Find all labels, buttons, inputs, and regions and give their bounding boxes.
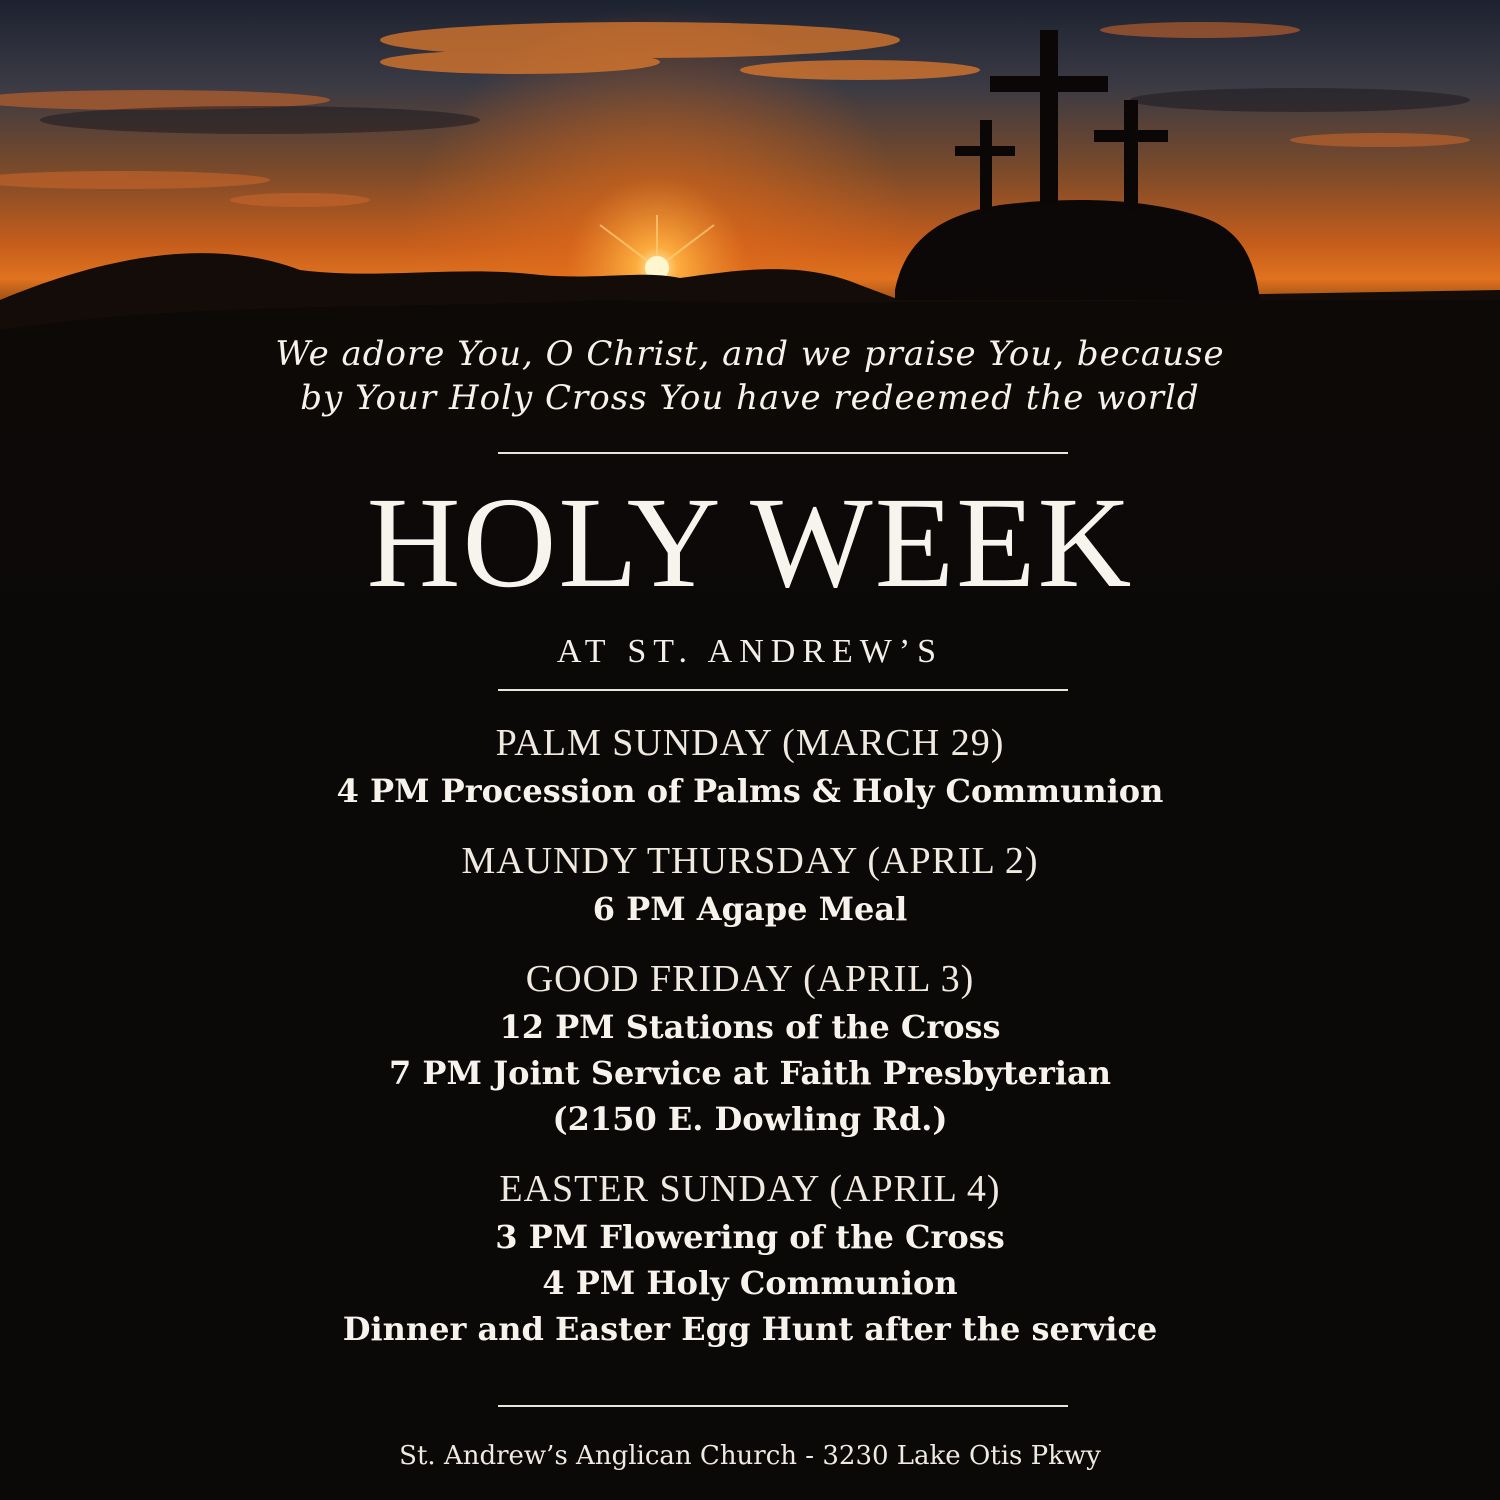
divider-top (498, 452, 1068, 454)
church-subtitle: AT ST. ANDREW’S (556, 633, 944, 670)
schedule-day-palm-sunday (0, 718, 1500, 814)
schedule-day-good-friday (0, 954, 1500, 1142)
service-schedule (0, 718, 1500, 1374)
event-item: 3 PM Flowering of the Cross (495, 1218, 1005, 1256)
verse-line-1: We adore You, O Christ, and we praise You, because (275, 334, 1225, 374)
event-item: 12 PM Stations of the Cross (499, 1008, 1001, 1046)
schedule-day-easter-sunday (0, 1164, 1500, 1352)
church-address-footer: St. Andrew’s Anglican Church - 3230 Lake Otis Pkwy (399, 1441, 1101, 1471)
divider-bottom (498, 1405, 1068, 1407)
day-heading: MAUNDY THURSDAY (APRIL 2) (461, 840, 1039, 882)
day-heading: PALM SUNDAY (MARCH 29) (495, 722, 1005, 764)
day-heading: GOOD FRIDAY (APRIL 3) (525, 958, 975, 1000)
event-item: 4 PM Holy Communion (542, 1264, 958, 1302)
schedule-day-maundy-thursday (0, 836, 1500, 932)
divider-middle (498, 689, 1068, 691)
event-item: 6 PM Agape Meal (592, 890, 908, 928)
verse-line-2: by Your Holy Cross You have redeemed the world (300, 378, 1200, 418)
event-item: 7 PM Joint Service at Faith Presbyterian (388, 1054, 1112, 1092)
scripture-verse (0, 332, 1500, 420)
event-item: Dinner and Easter Egg Hunt after the service (342, 1310, 1158, 1348)
page-title: HOLY WEEK (366, 471, 1134, 615)
event-item: (2150 E. Dowling Rd.) (552, 1100, 948, 1138)
event-item: 4 PM Procession of Palms & Holy Communion (336, 772, 1164, 810)
day-heading: EASTER SUNDAY (APRIL 4) (499, 1168, 1001, 1210)
